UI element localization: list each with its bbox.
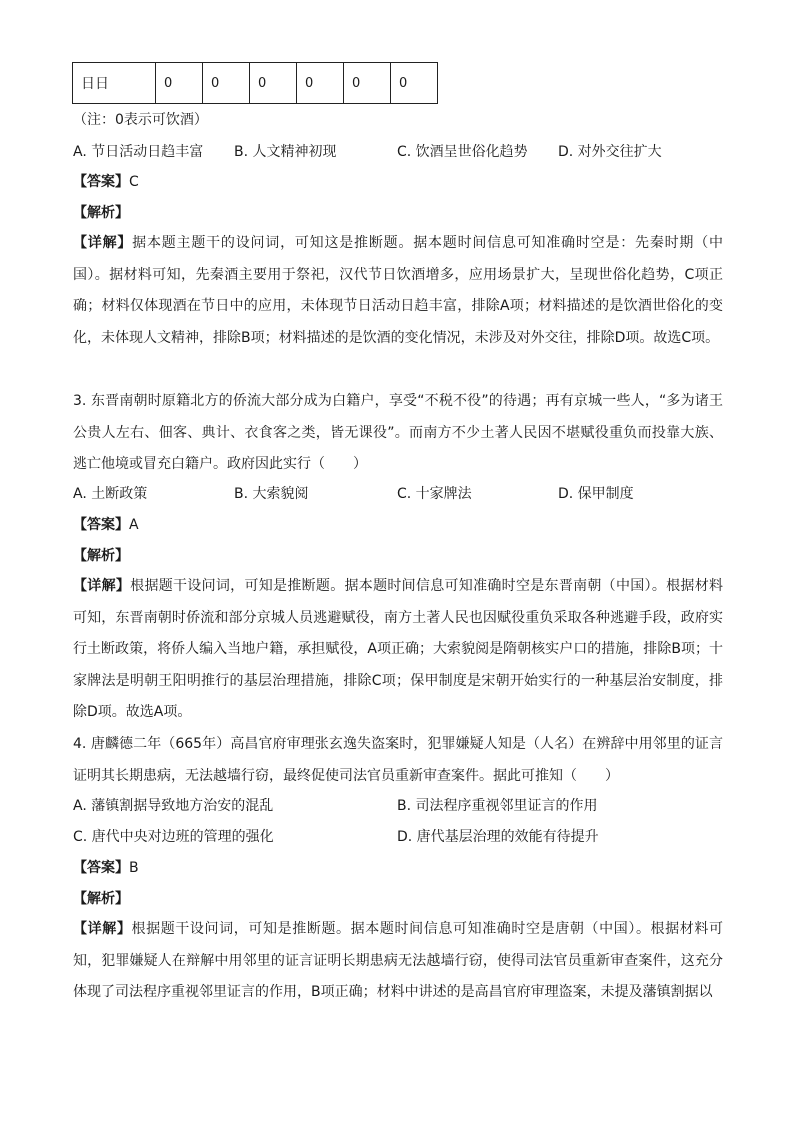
- q4-option-d: D. 唐代基层治理的效能有待提升: [397, 829, 599, 845]
- table-cell: 0: [391, 63, 438, 104]
- detail-tag: 【详解】: [73, 235, 133, 251]
- answer-tag: 【答案】: [73, 517, 129, 533]
- q3-stem: 3. 东晋南朝时原籍北方的侨流大部分成为白籍户，享受“不税不役”的待遇；再有京城一些人，“多为诸王公贵人左右、佃客、典计、衣食客之类，皆无课役”。而南方不少土著人民因不堪赋役重负而投靠大族、逃亡他境或冒充白籍户。政府因此实行（ ）: [73, 393, 723, 473]
- q3-option-a: A. 土断政策: [73, 486, 148, 502]
- answer-value: B: [129, 860, 139, 876]
- q2-option-d: D. 对外交往扩大: [558, 144, 662, 160]
- table-cell: 0: [203, 63, 250, 104]
- q3-answer: [73, 515, 139, 535]
- table-row-label: 日日: [73, 63, 156, 104]
- detail-tag: 【详解】: [73, 578, 131, 594]
- q3-analysis-tag: 【解析】: [73, 548, 129, 564]
- answer-tag: 【答案】: [73, 860, 129, 876]
- answer-tag: 【答案】: [73, 174, 129, 190]
- q4-detail: [73, 914, 723, 1009]
- answer-value: A: [129, 517, 139, 533]
- q4-option-a: A. 藩镇割据导致地方治安的混乱: [73, 798, 274, 814]
- q4-option-c: C. 唐代中央对边班的管理的强化: [73, 829, 274, 845]
- q2-option-c: C. 饮酒呈世俗化趋势: [397, 144, 528, 160]
- table-cell: 0: [250, 63, 297, 104]
- q2-option-b: B. 人文精神初现: [234, 144, 337, 160]
- answer-value: C: [129, 174, 139, 190]
- q3-option-c: C. 十家牌法: [397, 486, 472, 502]
- q2-answer: [73, 172, 139, 192]
- q4-analysis-tag: 【解析】: [73, 891, 129, 907]
- q2-analysis-tag: 【解析】: [73, 205, 129, 221]
- q4-option-b: B. 司法程序重视邻里证言的作用: [397, 798, 598, 814]
- table-row: [73, 63, 438, 104]
- table-cell: 0: [344, 63, 391, 104]
- q4-answer: [73, 858, 139, 878]
- detail-tag: 【详解】: [73, 921, 132, 937]
- q2-detail: [73, 228, 723, 354]
- detail-text: 根据题干设问词，可知是推断题。据本题时间信息可知准确时空是东晋南朝（中国）。根据材料可知，东晋南朝时侨流和部分京城人员逃避赋役，南方土著人民也因赋役重负采取各种逃避手段，政府实行土断政策，将侨人编入当地户籍，承担赋役，A项正确；大索貌阅是隋朝核实户口的措施，排除B项；十家牌法是明朝王阳明推行的基层治理措施，排除C项；保甲制度是宋朝开始实行的一种基层治安制度，排除D项。故选A项。: [73, 578, 723, 721]
- q4-stem: 4. 唐麟德二年（665年）高昌官府审理张玄逸失盗案时，犯罪嫌疑人知是（人名）在辨辞中用邻里的证言证明其长期患病，无法越墙行窃，最终促使司法官员重新审查案件。据此可推知（ ）: [73, 736, 723, 784]
- drinking-table: [72, 62, 438, 104]
- detail-text: 根据题干设问词，可知是推断题。据本题时间信息可知准确时空是唐朝（中国）。根据材料可知，犯罪嫌疑人在辩解中用邻里的证言证明长期患病无法越墙行窃，使得司法官员重新审查案件，这充分体现了司法程序重视邻里证言的作用，B项正确；材料中讲述的是高昌官府审理盗案，未提及藩镇割据以: [73, 921, 724, 1001]
- q3-option-d: D. 保甲制度: [558, 486, 634, 502]
- detail-text: 据本题主题干的设问词，可知这是推断题。据本题时间信息可知准确时空是：先秦时期（中国）。据材料可知，先秦酒主要用于祭祀，汉代节日饮酒增多，应用场景扩大，呈现世俗化趋势，C项正确；材料仅体现酒在节日中的应用，未体现节日活动日趋丰富，排除A项；材料描述的是饮酒世俗化的变化，未体现人文精神，排除B项；材料描述的是饮酒的变化情况，未涉及对外交往，排除D项。故选C项。: [73, 235, 724, 346]
- table-cell: 0: [156, 63, 203, 104]
- q2-option-a: A. 节日活动日趋丰富: [73, 144, 204, 160]
- table-cell: 0: [297, 63, 344, 104]
- q3-detail: [73, 571, 723, 729]
- table-note: （注：0表示可饮酒）: [73, 112, 208, 128]
- q3-option-b: B. 大索貌阅: [234, 486, 309, 502]
